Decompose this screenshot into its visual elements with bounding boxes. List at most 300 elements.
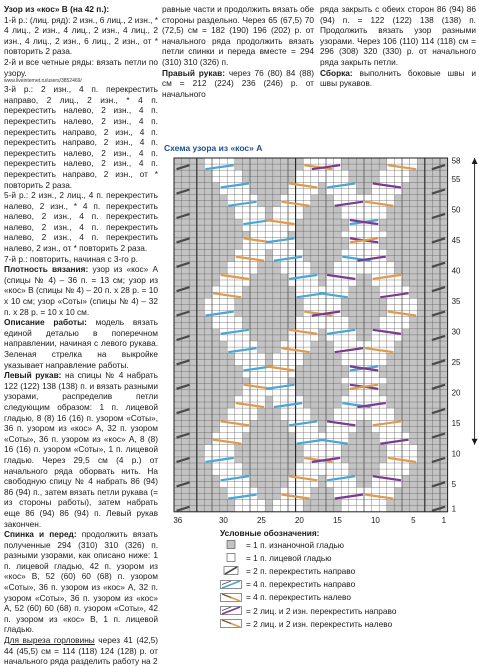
knit-cell [303, 445, 311, 451]
knit-cell [258, 213, 266, 219]
knit-cell [394, 469, 402, 475]
knit-cell [334, 433, 342, 439]
knit-cell [364, 408, 372, 414]
knit-cell [250, 225, 258, 231]
knit-cell [364, 372, 372, 378]
knit-cell [311, 158, 319, 164]
knit-cell [387, 426, 395, 432]
knit-cell [402, 158, 410, 164]
knit-cell [356, 378, 364, 384]
knit-cell [326, 451, 334, 457]
y-tick-label: 5 [451, 479, 457, 489]
knit-cell [334, 189, 342, 195]
knit-cell [356, 250, 364, 256]
knit-cell [326, 445, 334, 451]
knit-cell [265, 225, 273, 231]
arrow-up-icon [472, 158, 478, 164]
knit-cell [326, 286, 334, 292]
knit-cell [379, 506, 387, 512]
knit-cell [372, 414, 380, 420]
knit-cell [303, 451, 311, 457]
knit-cell [250, 262, 258, 268]
knit-cell [334, 176, 342, 182]
knit-cell [280, 195, 288, 201]
knit-cell [235, 463, 243, 469]
knit-cell [227, 426, 235, 432]
knit-cell [303, 189, 311, 195]
knit-cell [296, 323, 304, 329]
knit-cell [349, 359, 357, 365]
knit-cell [242, 262, 250, 268]
knit-cell [410, 304, 418, 310]
knit-cell [280, 250, 288, 256]
knit-cell [341, 213, 349, 219]
knit-cell [280, 372, 288, 378]
knit-cell [220, 286, 228, 292]
knit-cell [265, 390, 273, 396]
knit-cell [379, 262, 387, 268]
knit-cell [227, 487, 235, 493]
knit-cell [311, 426, 319, 432]
knit-cell [250, 341, 258, 347]
paragraph-text: продолжить вязать полученные 294 (310) 310 (326) п. разными узорами, как описано ниже: 1 п. лицевой гладью, 42 п. узором из «кос» В, 52 (60) 60 (68) п. узором «Соты», 36 п. узором из «кос» А, 32 п. узором «Соты», 36 п. узором из «кос» А, 52 (60) 60 (68) п. узором «Соты», 42 п. узором из «кос» В, 1 п. лицевой гладью. [4, 529, 158, 635]
knit-cell [235, 213, 243, 219]
purl-square-icon [220, 540, 242, 549]
text-paragraph [4, 317, 158, 370]
knit-cell [311, 463, 319, 469]
paragraph-text: 3-й р.: 2 изн., 4 п. перекрестить направо, 2 лиц., 2 изн., * 4 п. перекрестить налево, 2 изн., 4 п. перекрестить налево, 2 изн., 4 п. перекрестить направо, 2 изн., 4 п. перекрестить направо, 2 изн., 4 п. перекрестить налево, 2 изн., 4 п. перекрестить налево, 2 изн., 4 п. перекрестить направо, 2 изн., от * повторить 2 раза. [4, 84, 158, 190]
knit-cell [242, 408, 250, 414]
knit-cell [356, 372, 364, 378]
knit-cell [341, 469, 349, 475]
knit-cell [311, 189, 319, 195]
knit-cell [296, 250, 304, 256]
knit-cell [220, 445, 228, 451]
knit-cell [280, 414, 288, 420]
knit-cell [318, 298, 326, 304]
knit-cell [349, 506, 357, 512]
knit-cell [212, 176, 220, 182]
knit-cell [242, 506, 250, 512]
knit-cell [227, 189, 235, 195]
knit-cell [303, 298, 311, 304]
knit-cell [326, 280, 334, 286]
knit-cell [220, 280, 228, 286]
knit-cell [235, 250, 243, 256]
knit-cell [379, 487, 387, 493]
knit-cell [341, 359, 349, 365]
paragraph-heading: Плотность вязания: [4, 264, 89, 275]
knit-cell [410, 451, 418, 457]
knit-cell [379, 286, 387, 292]
knit-cell [410, 158, 418, 164]
knit-cell [318, 323, 326, 329]
legend-item [220, 538, 476, 551]
knit-cell [288, 243, 296, 249]
text-paragraph [4, 4, 158, 15]
knit-cell [410, 445, 418, 451]
knit-cell [379, 189, 387, 195]
text-paragraph [4, 254, 158, 265]
knit-cell [303, 176, 311, 182]
knit-cell [235, 481, 243, 487]
knit-cell [341, 396, 349, 402]
knit-cell [242, 207, 250, 213]
knit-cell [349, 396, 357, 402]
knit-cell [318, 445, 326, 451]
paragraph-heading: Описание работы: [4, 317, 87, 328]
knit-cell [341, 433, 349, 439]
knit-cell [250, 195, 258, 201]
knit-cell [341, 323, 349, 329]
knit-cell [311, 304, 319, 310]
knit-cell [364, 487, 372, 493]
knit-cell [296, 207, 304, 213]
knit-cell [280, 225, 288, 231]
knit-cell [318, 317, 326, 323]
knit-cell [341, 262, 349, 268]
knit-cell [334, 445, 342, 451]
knit-cell [334, 268, 342, 274]
knit-cell [235, 426, 243, 432]
knit-cell [356, 195, 364, 201]
knit-cell [372, 341, 380, 347]
knit-cell [235, 341, 243, 347]
knit-cell [379, 463, 387, 469]
knit-cell [318, 176, 326, 182]
knit-cell [242, 189, 250, 195]
knit-cell [227, 335, 235, 341]
y-tick-label: 10 [451, 449, 461, 459]
paragraph-heading: Правый рукав: [162, 67, 225, 78]
y-tick-label: 35 [451, 296, 461, 306]
knit-cell [296, 286, 304, 292]
knit-cell [303, 481, 311, 487]
knit-cell [318, 170, 326, 176]
knit-cell [296, 176, 304, 182]
knit-cell [326, 323, 334, 329]
knit-cell [341, 353, 349, 359]
knit-cell [303, 195, 311, 201]
knit-cell [356, 353, 364, 359]
knit-cell [288, 213, 296, 219]
knit-cell [326, 469, 334, 475]
knit-cell [288, 506, 296, 512]
knit-cell [227, 341, 235, 347]
knit-cell [364, 506, 372, 512]
knit-cell [303, 158, 311, 164]
knit-cell [220, 158, 228, 164]
text-paragraph [162, 4, 314, 68]
knit-cell [349, 335, 357, 341]
knit-cell [387, 189, 395, 195]
y-tick-label: 50 [451, 205, 461, 215]
knit-cell [334, 408, 342, 414]
knit-cell [387, 408, 395, 414]
knit-cell [394, 426, 402, 432]
knit-cell [349, 341, 357, 347]
knit-cell [372, 268, 380, 274]
knit-cell [280, 378, 288, 384]
knit-cell [356, 243, 364, 249]
knit-cell [303, 487, 311, 493]
knit-cell [334, 158, 342, 164]
knit-cell [356, 207, 364, 213]
knit-cell [273, 359, 281, 365]
knit-cell [273, 213, 281, 219]
knit-cell [326, 317, 334, 323]
knit-cell [242, 500, 250, 506]
knit-cell [250, 372, 258, 378]
knit-cell [356, 506, 364, 512]
knit-cell [212, 298, 220, 304]
knit-cell [311, 170, 319, 176]
knit-cell [318, 469, 326, 475]
knit-cell [265, 378, 273, 384]
knit-cell [349, 268, 357, 274]
knit-cell [402, 323, 410, 329]
knit-cell [372, 231, 380, 237]
knit-cell [341, 408, 349, 414]
knit-cell [242, 195, 250, 201]
knit-cell [402, 433, 410, 439]
knit-cell [288, 262, 296, 268]
knit-cell [379, 396, 387, 402]
y-tick-label: 20 [451, 388, 461, 398]
knit-cell [235, 189, 243, 195]
knit-cell [273, 353, 281, 359]
knit-cell [372, 359, 380, 365]
knit-cell [341, 207, 349, 213]
paragraph-text: через 41 (42,5) 44 (45,5) см = 114 (118) 124 (128) р. от начального ряда разделить работу на 2 [4, 635, 158, 667]
knit-cell [349, 408, 357, 414]
knit-cell [349, 372, 357, 378]
legend-label: = 1 п. лицевой гладью [246, 552, 332, 563]
knit-cell [349, 195, 357, 201]
paragraph-heading: Спинка и перед: [4, 529, 77, 540]
knit-cell [341, 335, 349, 341]
knit-cell [288, 396, 296, 402]
cross-4-right-icon [220, 580, 242, 589]
knit-cell [372, 262, 380, 268]
knit-cell [280, 500, 288, 506]
knit-cell [296, 359, 304, 365]
paragraph-text: через 76 (80) 84 (88) см = 212 (224) 236 (246) р. от начального [162, 67, 315, 99]
knit-cell [280, 506, 288, 512]
knit-cell [387, 469, 395, 475]
knit-cell [288, 408, 296, 414]
knit-cell [394, 335, 402, 341]
knit-cell [204, 445, 212, 451]
paragraph-text: узор из «кос» А (спицы № 4) – 36 п. = 13 см; узор из «кос» В (спицы № 4) – 20 п. х 28 р. = 10 х 10 см; узор «Соты» (спицы № 4) – 32 п. х 28 р. = 10 х 10 см. [4, 264, 159, 317]
knit-cell [288, 207, 296, 213]
knit-cell [250, 231, 258, 237]
knit-cell [349, 481, 357, 487]
knit-cell [311, 317, 319, 323]
knit-cell [227, 195, 235, 201]
y-tick-label: 55 [451, 174, 461, 184]
knit-cell [250, 390, 258, 396]
x-tick-label: 10 [370, 515, 380, 525]
knit-cell [250, 396, 258, 402]
knit-cell [372, 189, 380, 195]
knit-cell [341, 378, 349, 384]
knit-cell [227, 451, 235, 457]
paragraph-text: 5-й р.: 2 изн., 2 лиц., 4 п. перекрестить налево, 2 изн., * 4 п. перекрестить налево, 2 изн., 4 п. перекрестить налево, 2 изн., 4 п. перекрестить налево, 2 изн., 4 п. перекрестить налево, 2 изн., от * повторить 2 раза. [4, 190, 158, 254]
knit-cell [212, 451, 220, 457]
knit-cell [356, 359, 364, 365]
knit-cell [273, 500, 281, 506]
knit-cell [387, 323, 395, 329]
knit-cell [265, 243, 273, 249]
knit-cell [250, 213, 258, 219]
knit-cell [402, 298, 410, 304]
knit-cell [235, 262, 243, 268]
knit-cell [220, 304, 228, 310]
knit-cell [402, 451, 410, 457]
knit-cell [341, 414, 349, 420]
paragraph-text: на спицы № 4 набрать 122 (122) 138 (138) п. и вязать разными узорами, распределив петли следующим образом: 1 п. лицевой гладью, 8 (8) 16 (16) п. узором «Соты», 36 п. узором из «кос» А, 32 п. узором «Соты», 36 п. узором из «кос» А, 8 (8) 16 (16) п. узором «Соты», 1 п. лицевой гладью. Через 29,5 см (4 р.) от начального ряда оборвать нить. На свободную спицу № 4 набрать 86 (94) 86 (94) п., затем вязать петли рукава (= из стороны работы), затем набрать еще 86 (94) 86 (94) п. Левый рукав закончен. [4, 370, 158, 529]
knit-cell [379, 378, 387, 384]
knit-cell [349, 487, 357, 493]
knit-cell [311, 445, 319, 451]
knit-cell [258, 250, 266, 256]
knit-cell [341, 189, 349, 195]
knit-square-icon [220, 553, 242, 562]
knit-cell [296, 189, 304, 195]
knit-cell [303, 335, 311, 341]
knit-cell [379, 481, 387, 487]
knit-cell [387, 304, 395, 310]
knit-cell [349, 353, 357, 359]
knit-cell [280, 231, 288, 237]
knit-cell [364, 390, 372, 396]
knit-cell [280, 262, 288, 268]
knit-cell [372, 372, 380, 378]
knit-cell [296, 353, 304, 359]
knit-cell [273, 396, 281, 402]
knit-cell [379, 207, 387, 213]
knit-cell [364, 268, 372, 274]
knit-cell [288, 189, 296, 195]
knit-cell [364, 359, 372, 365]
knit-cell [288, 335, 296, 341]
paragraph-text: 1-й р.: (лиц. ряд): 2 изн., 6 лиц., 2 изн., * 4 лиц., 2 изн., 4 лиц., 2 изн., 4 лиц., 2 изн., 4 лиц., 2 изн., 6 лиц., 2 изн., от * повторить 2 раза. [4, 14, 158, 57]
knit-cell [341, 506, 349, 512]
knit-cell [280, 341, 288, 347]
knit-cell [326, 304, 334, 310]
knit-cell [318, 286, 326, 292]
knit-cell [273, 372, 281, 378]
knit-cell [311, 335, 319, 341]
knit-cell [220, 426, 228, 432]
knit-cell [364, 378, 372, 384]
knit-cell [258, 353, 266, 359]
knit-cell [242, 414, 250, 420]
knit-cell [372, 408, 380, 414]
x-tick-label: 1 [441, 515, 447, 525]
knit-cell [212, 463, 220, 469]
knit-cell [288, 250, 296, 256]
knit-cell [394, 317, 402, 323]
knit-cell [379, 195, 387, 201]
knit-cell [334, 262, 342, 268]
knit-cell [280, 487, 288, 493]
knit-cell [296, 487, 304, 493]
knit-cell [288, 359, 296, 365]
knit-cell [212, 433, 220, 439]
knit-cell [258, 378, 266, 384]
text-paragraph [4, 190, 158, 254]
y-tick-label: 45 [451, 235, 461, 245]
knit-cell [326, 298, 334, 304]
knit-cell [220, 317, 228, 323]
paragraph-text: ряда закрыть с обеих сторон 86 (94) 86 (94) п. = 122 (122) 138 (138) п. Продолжить вязать узор разными узорами. Через 106 (110) 114 (118) см = 296 (308) 320 (330) р. от начального ряда закрыть петли. [320, 4, 476, 67]
knit-cell [220, 451, 228, 457]
knit-cell [402, 286, 410, 292]
middle-text-column [162, 4, 314, 99]
knit-cell [296, 481, 304, 487]
knit-cell [387, 463, 395, 469]
knit-cell [235, 359, 243, 365]
knit-cell [250, 250, 258, 256]
knit-cell [402, 176, 410, 182]
knit-cell [242, 250, 250, 256]
knit-cell [242, 390, 250, 396]
knit-cell [394, 304, 402, 310]
knit-cell [227, 262, 235, 268]
knit-cell [379, 359, 387, 365]
knit-cell [235, 433, 243, 439]
knit-cell [220, 298, 228, 304]
knit-cell [341, 286, 349, 292]
knit-cell [349, 500, 357, 506]
knit-cell [372, 487, 380, 493]
knit-cell [212, 304, 220, 310]
knit-cell [242, 280, 250, 286]
knit-cell [372, 280, 380, 286]
knit-cell [402, 317, 410, 323]
text-paragraph [4, 264, 158, 317]
knit-cell [372, 207, 380, 213]
knit-cell [349, 189, 357, 195]
knit-cell [303, 286, 311, 292]
knit-cell [356, 231, 364, 237]
knit-cell [204, 298, 212, 304]
knit-cell [334, 341, 342, 347]
knit-cell [326, 170, 334, 176]
knit-cell [387, 481, 395, 487]
knit-cell [334, 286, 342, 292]
knit-cell [288, 414, 296, 420]
knit-cell [372, 213, 380, 219]
legend [220, 528, 476, 630]
knit-cell [341, 487, 349, 493]
legend-item [220, 551, 476, 564]
knit-cell [402, 304, 410, 310]
knit-cell [227, 433, 235, 439]
knit-cell [220, 463, 228, 469]
knit-cell [372, 500, 380, 506]
legend-item [220, 564, 476, 577]
knit-cell [394, 189, 402, 195]
knit-cell [242, 268, 250, 274]
knit-cell [364, 250, 372, 256]
knit-cell [349, 243, 357, 249]
knit-cell [379, 408, 387, 414]
knit-cell [341, 341, 349, 347]
knit-cell [394, 158, 402, 164]
